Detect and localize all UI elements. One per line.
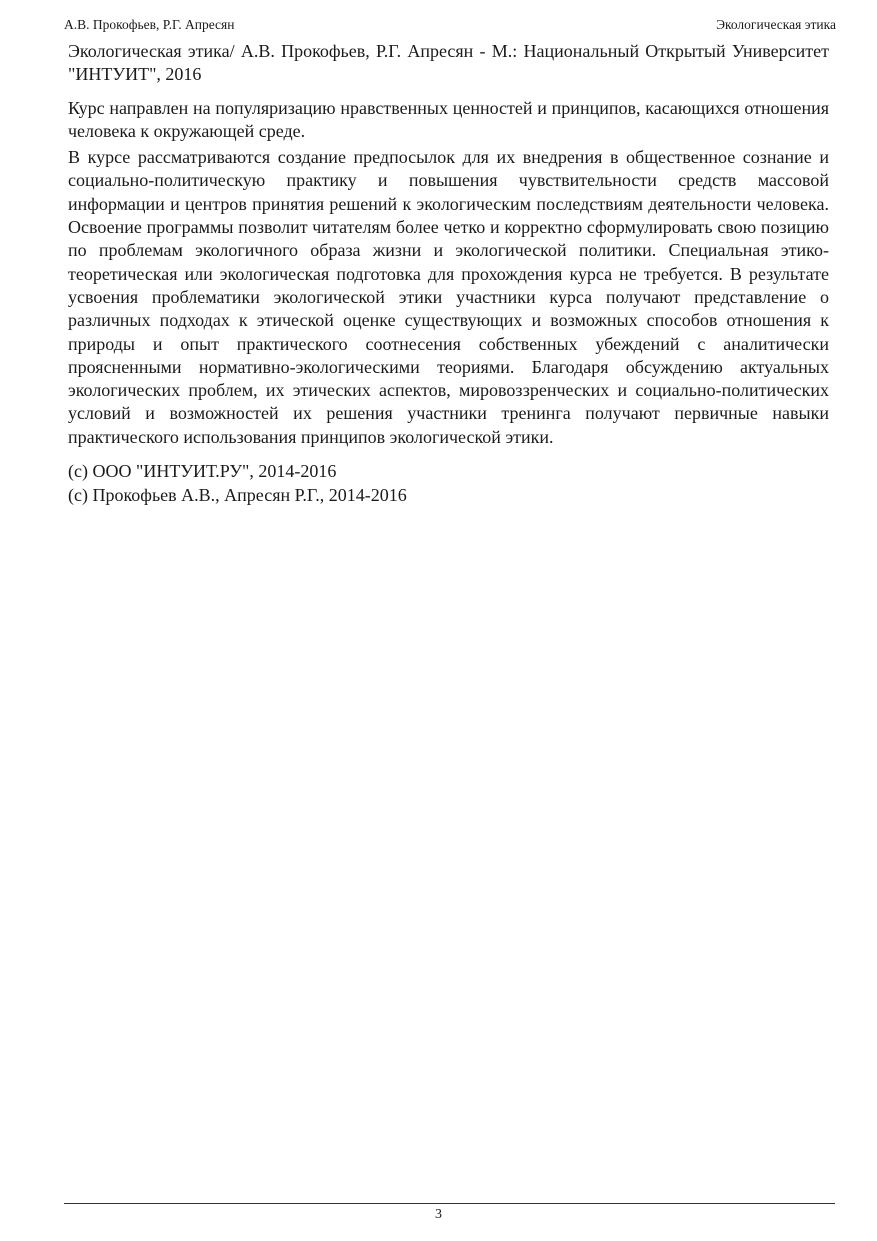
page-number: 3 — [435, 1207, 442, 1222]
copyright-line: (c) Прокофьев А.В., Апресян Р.Г., 2014-2016 — [68, 485, 407, 506]
footer-divider — [64, 1203, 835, 1204]
copyright-line: (c) ООО "ИНТУИТ.РУ", 2014-2016 — [68, 461, 337, 482]
header-authors: А.В. Прокофьев, Р.Г. Апресян — [64, 17, 235, 32]
annotation-body: В курсе рассматриваются создание предпосылок для их внедрения в общественное сознание и социально-политическую практику и повышения чувствительности средств массовой информации и центров принятия решений к экологическим последствиям деятельности человека. Освоение программы позволит читателям более четко и корректно сформулировать свою позицию по проблемам экологичного образа жизни и экологической политики. Специальная этико-теоретическая или экологическая подготовка для прохождения курса не требуется. В результате усвоения проблематики экологической этики участники курса получают представление о различных подходах к этической оценке существующих и возможных способов отношения к природы и опыт практического соотнесения собственных убеждений с аналитически проясненными нормативно-экологическими теориями. Благодаря обсуждению актуальных экологических проблем, их этических аспектов, мировоззренческих и социально-политических условий и возможностей их решения участники тренинга получают первичные навыки практического использования принципов экологической этики. — [68, 147, 829, 447]
running-header — [64, 16, 836, 34]
page-content — [68, 40, 829, 507]
header-title: Экологическая этика — [716, 17, 836, 32]
annotation-intro: Курс направлен на популяризацию нравственных ценностей и принципов, касающихся отношения человека к окружающей среде. — [68, 97, 829, 141]
bibliographic-citation: Экологическая этика/ А.В. Прокофьев, Р.Г. Апресян - М.: Национальный Открытый Университет "ИНТУИТ", 2016 — [68, 41, 829, 85]
